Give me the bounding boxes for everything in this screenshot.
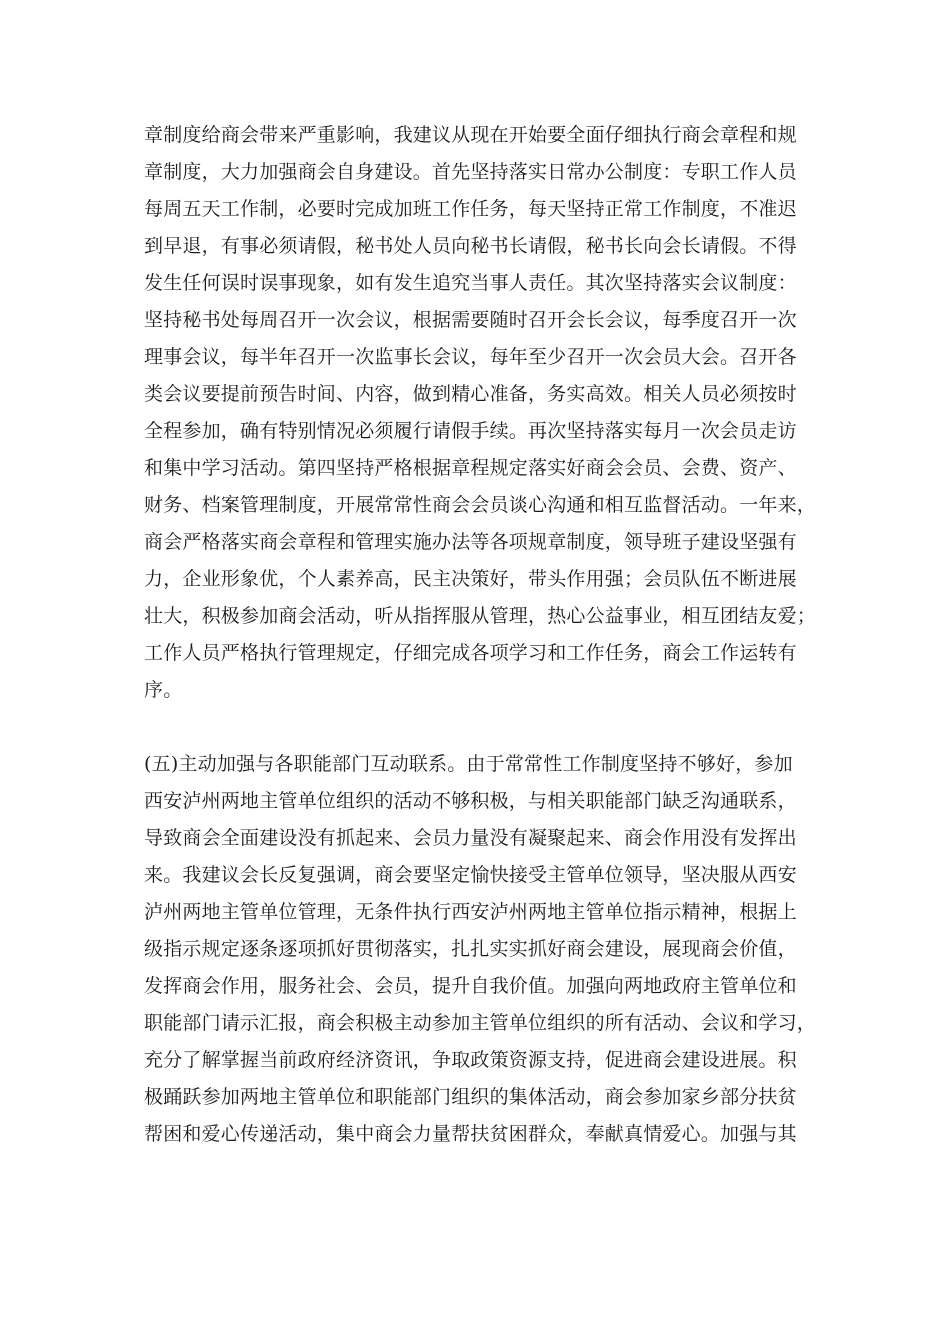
- text-line: 力，企业形象优，个人素养高，民主决策好，带头作用强；会员队伍不断进展: [144, 568, 797, 590]
- text-line: 和集中学习活动。第四坚持严格根据章程规定落实好商会会员、会费、资产、: [144, 457, 797, 479]
- text-line: 职能部门请示汇报，商会积极主动参加主管单位组织的所有活动、会议和学习，: [144, 1012, 817, 1034]
- text-line: 全程参加，确有特别情况必须履行请假手续。再次坚持落实每月一次会员走访: [144, 420, 797, 442]
- text-line: 序。: [144, 679, 183, 701]
- text-line: 帮困和爱心传递活动，集中商会力量帮扶贫困群众，奉献真情爱心。加强与其: [144, 1123, 797, 1145]
- text-line: 每周五天工作制，必要时完成加班工作任务，每天坚持正常工作制度，不准迟: [144, 198, 797, 220]
- text-line: 泸州两地主管单位管理，无条件执行西安泸州两地主管单位指示精神，根据上: [144, 901, 797, 923]
- text-line: 来。我建议会长反复强调，商会要坚定愉快接受主管单位领导，坚决服从西安: [144, 864, 797, 886]
- text-line: 充分了解掌握当前政府经济资讯，争取政策资源支持，促进商会建设进展。积: [144, 1049, 797, 1071]
- text-line: 坚持秘书处每周召开一次会议，根据需要随时召开会长会议，每季度召开一次: [144, 309, 797, 331]
- text-line: 级指示规定逐条逐项抓好贯彻落实，扎扎实实抓好商会建设，展现商会价值，: [144, 938, 797, 960]
- text-line: 财务、档案管理制度，开展常常性商会会员谈心沟通和相互监督活动。一年来，: [144, 494, 817, 516]
- text-line: 壮大，积极参加商会活动，听从指挥服从管理，热心公益事业，相互团结友爱；: [144, 605, 817, 627]
- text-line: 发生任何误时误事现象，如有发生追究当事人责任。其次坚持落实会议制度：: [144, 272, 797, 294]
- text-line: 发挥商会作用，服务社会、会员，提升自我价值。加强向两地政府主管单位和: [144, 975, 797, 997]
- text-line: 商会严格落实商会章程和管理实施办法等各项规章制度，领导班子建设坚强有: [144, 531, 797, 553]
- text-line: 到早退，有事必须请假，秘书处人员向秘书长请假，秘书长向会长请假。不得: [144, 235, 797, 257]
- text-line: 导致商会全面建设没有抓起来、会员力量没有凝聚起来、商会作用没有发挥出: [144, 827, 797, 849]
- text-line: 极踊跃参加两地主管单位和职能部门组织的集体活动，商会参加家乡部分扶贫: [144, 1086, 797, 1108]
- text-line: 类会议要提前预告时间、内容，做到精心准备，务实高效。相关人员必须按时: [144, 383, 797, 405]
- text-line: 工作人员严格执行管理规定，仔细完成各项学习和工作任务，商会工作运转有: [144, 642, 797, 664]
- text-line: 章制度给商会带来严重影响，我建议从现在开始要全面仔细执行商会章程和规: [144, 124, 797, 146]
- text-line: 理事会议，每半年召开一次监事长会议，每年至少召开一次会员大会。召开各: [144, 346, 797, 368]
- text-line: 章制度，大力加强商会自身建设。首先坚持落实日常办公制度：专职工作人员: [144, 161, 797, 183]
- text-line: 西安泸州两地主管单位组织的活动不够积极，与相关职能部门缺乏沟通联系，: [144, 790, 797, 812]
- text-line: (五)主动加强与各职能部门互动联系。由于常常性工作制度坚持不够好，参加: [144, 753, 793, 775]
